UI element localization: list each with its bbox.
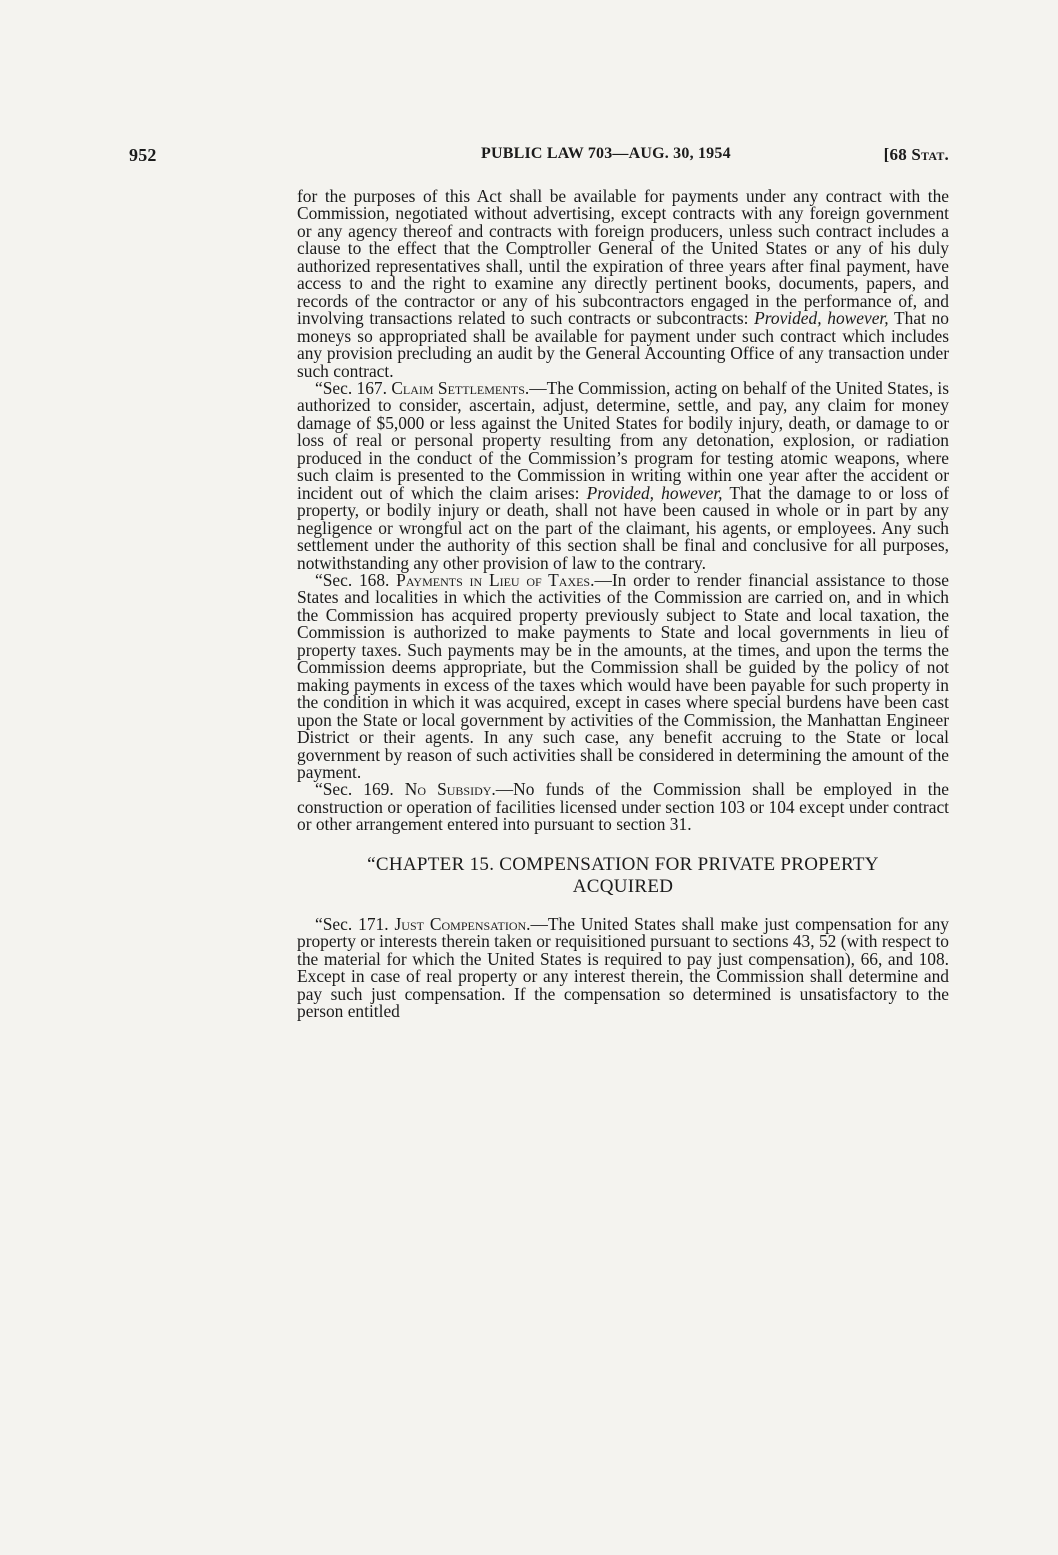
- volume-reference-prefix: [68: [883, 145, 912, 164]
- chapter-heading-line-2: ACQUIRED: [572, 875, 674, 897]
- volume-reference: [884, 145, 949, 165]
- proviso-italic: Provided, however,: [754, 308, 889, 329]
- running-head: PUBLIC LAW 703—AUG. 30, 1954: [481, 145, 731, 162]
- section-168-number: “Sec. 168.: [315, 569, 397, 590]
- section-171-text: —The United States shall make just compensation for any property or interests therein taken or requisitioned pursuant to sections 43, 52 (with respect to the material for which the United States is required to pay just compensation), 66, and 108. Except in case of real property or any interest therein, the Commission shall determine and pay such just compensation. If the compensation so determined is unsatisfactory to the person entitled: [297, 913, 950, 1022]
- paragraph-continuation-after: That no moneys so appropriated shall be available for payment under such contract which includes any provision precluding an audit by the General Accounting Office of any transaction under such contract.: [297, 308, 949, 381]
- section-171: [297, 913, 950, 1022]
- section-167-proviso-italic: Provided, however,: [586, 482, 723, 503]
- page-number: 952: [129, 145, 157, 165]
- section-168: [297, 569, 950, 782]
- section-171-number: “Sec. 171.: [315, 913, 395, 934]
- section-167-heading: Claim Settlements.: [391, 377, 530, 398]
- section-167-text-after: That the damage to or loss of property, or bodily injury or death, shall not have been caused in whole or in part by any negligence or wrongful act on the part of the claimant, his agents, or employees. Any such settlement under the authority of this section shall be final and conclusive for all purposes, notwithstanding any other provision of law to the contrary.: [297, 482, 949, 573]
- chapter-heading-line-1: “CHAPTER 15. COMPENSATION FOR PRIVATE PROPERTY: [367, 853, 879, 875]
- section-167-text: —The Commission, acting on behalf of the United States, is authorized to consider, ascertain, adjust, determine, settle, and pay, any claim for money damage of $5,000 or less against the United States for bodily injury, death, or damage to or loss of real or personal property resulting from any detonation, explosion, or radiation produced in the conduct of the Commission’s program for testing atomic weapons, where such claim is presented to the Commission in writing within one year after the accident or incident out of which the claim arises:: [297, 377, 949, 503]
- section-171-heading: Just Compensation.: [394, 913, 531, 934]
- page-header: [129, 145, 949, 171]
- body-text: [297, 188, 949, 1020]
- volume-reference-stat: Stat.: [911, 145, 949, 164]
- section-168-text: —In order to render financial assistance to those States and localities in which the activities of the Commission are carried on, and in which the Commission has acquired property previously subject to State and local taxation, the Commission is authorized to make payments to State and local governments in lieu of property taxes. Such payments may be in the amounts, at the times, and upon the terms the Commission deems appropriate, but the Commission shall be guided by the policy of not making payments in excess of the taxes which would have been payable for such property in the condition in which it was acquired, except in cases where special burdens have been cast upon the State or local government by activities of the Commission, the Manhattan Engineer District or their agents. In any such case, any benefit accruing to the State or local government by reason of such activities shall be considered in determining the amount of the payment.: [297, 569, 950, 782]
- section-167-number: “Sec. 167.: [315, 377, 392, 398]
- section-169-text: —No funds of the Commission shall be employed in the construction or operation of facilities licensed under section 103 or 104 except under contract or other arrangement entered into pursuant to section 31.: [297, 779, 950, 835]
- paragraph-continuation-text: for the purposes of this Act shall be available for payments under any contract with the Commission, negotiated without advertising, except contracts with any foreign government or any agency thereof and contracts with foreign producers, unless such contract includes a clause to the effect that the Comptroller General of the United States or any of his duly authorized representatives shall, until the expiration of three years after final payment, have access to and the right to examine any directly pertinent books, documents, papers, and records of the contractor or any of his subcontractors engaged in the performance of, and involving transactions related to such contracts or subcontracts:: [297, 186, 949, 329]
- margin-note-faint: [212, 525, 215, 535]
- chapter-heading: [297, 854, 949, 898]
- section-168-heading: Payments in Lieu of Taxes.: [396, 569, 595, 590]
- section-169-heading: No Subsidy.: [404, 779, 496, 800]
- section-169-number: “Sec. 169.: [315, 779, 405, 800]
- section-167: [297, 377, 949, 573]
- paragraph-continuation: [297, 188, 949, 380]
- section-169: [297, 781, 949, 833]
